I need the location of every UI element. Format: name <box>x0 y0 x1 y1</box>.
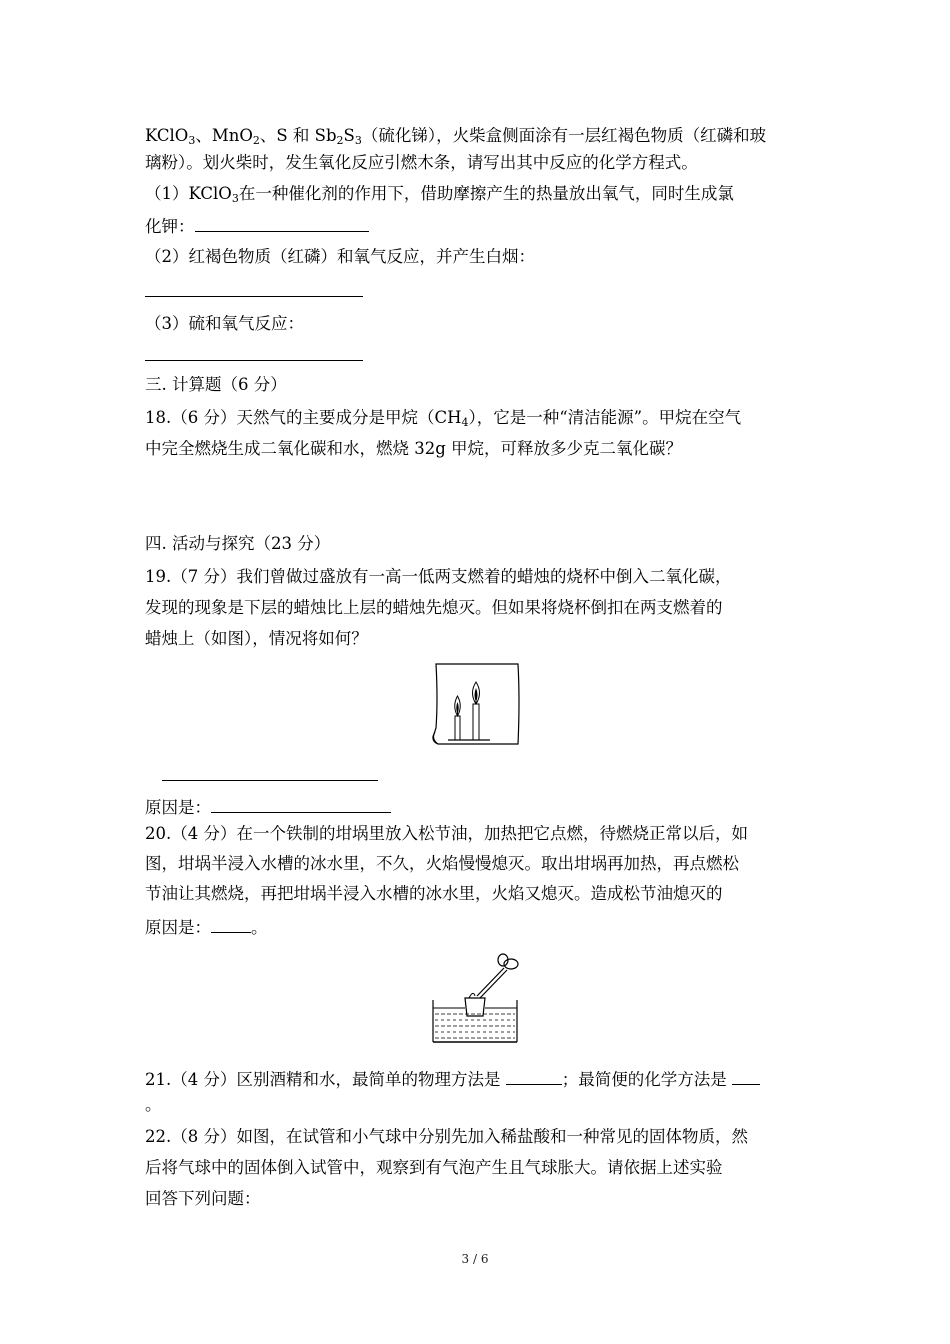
q20-line-3: 节油让其燃烧，再把坩埚半浸入水槽的冰水里，火焰又熄灭。造成松节油熄灭的 <box>145 884 723 903</box>
section-4-title: 四. 活动与探究（23 分） <box>145 534 331 553</box>
q22-line-1: 22.（8 分）如图，在试管和小气球中分别先加入稀盐酸和一种常见的固体物质，然 <box>145 1127 748 1146</box>
q22-line-3: 回答下列问题： <box>145 1189 261 1208</box>
q17-line-1: KClO$_3$、MnO$_2$、S 和 $Sb_2S_3$（硫化锑），火柴盒侧面涂有一层红褐色物质（红磷和玻 <box>145 126 767 147</box>
q20-line-1: 20.（4 分）在一个铁制的坩埚里放入松节油，加热把它点燃，待燃烧正常以后，如 <box>145 824 748 843</box>
q19-line-2: 发现的现象是下层的蜡烛比上层的蜡烛先熄灭。但如果将烧杯倒扣在两支燃着的 <box>145 598 723 617</box>
crucible-water-figure <box>425 952 525 1048</box>
candle-beaker-figure <box>428 660 526 748</box>
answer-blank[interactable] <box>145 296 363 297</box>
q17-line-2: 璃粉）。划火柴时，发生氧化反应引燃木条，请写出其中反应的化学方程式。 <box>145 153 698 172</box>
answer-blank[interactable] <box>145 360 363 361</box>
answer-blank[interactable] <box>162 780 378 781</box>
section-3-title: 三. 计算题（6 分） <box>145 375 287 394</box>
q17-part-1: （1）KClO$_3$在一种催化剂的作用下，借助摩擦产生的热量放出氧气，同时生成氯 <box>145 184 734 205</box>
q17-part-2: （2）红褐色物质（红磷）和氧气反应，并产生白烟： <box>145 247 535 266</box>
q18-line-2: 中完全燃烧生成二氧化碳和水，燃烧 32g 甲烷，可释放多少克二氧化碳？ <box>145 439 683 458</box>
answer-blank[interactable] <box>506 1066 562 1085</box>
q17-part-1-answer: 化钾： <box>145 213 369 238</box>
q19-reason: 原因是： <box>145 794 391 819</box>
q20-line-2: 图，坩埚半浸入水槽的冰水里，不久，火焰慢慢熄灭。取出坩埚再加热，再点燃松 <box>145 854 739 873</box>
answer-blank[interactable] <box>211 914 251 933</box>
q20-line-4: 原因是： 。 <box>145 914 268 939</box>
answer-blank[interactable] <box>195 213 369 232</box>
q21-line-2: 。 <box>145 1095 162 1114</box>
q21-line-1: 21.（4 分）区别酒精和水，最简单的物理方法是 ；最简便的化学方法是 <box>145 1066 760 1091</box>
answer-blank[interactable] <box>211 794 391 813</box>
q18-line-1: 18.（6 分）天然气的主要成分是甲烷$(CH_4)$，它是一种“清洁能源”。甲烷在空气 <box>145 408 742 429</box>
q19-line-1: 19.（7 分）我们曾做过盛放有一高一低两支燃着的蜡烛的烧杯中倒入二氧化碳， <box>145 567 732 586</box>
q22-line-2: 后将气球中的固体倒入试管中，观察到有气泡产生且气球胀大。请依据上述实验 <box>145 1158 723 1177</box>
q19-line-3: 蜡烛上（如图），情况将如何？ <box>145 629 368 648</box>
answer-blank[interactable] <box>732 1066 760 1085</box>
page-number: 3 / 6 <box>461 1252 489 1266</box>
q17-part-3: （3）硫和氧气反应： <box>145 314 304 333</box>
